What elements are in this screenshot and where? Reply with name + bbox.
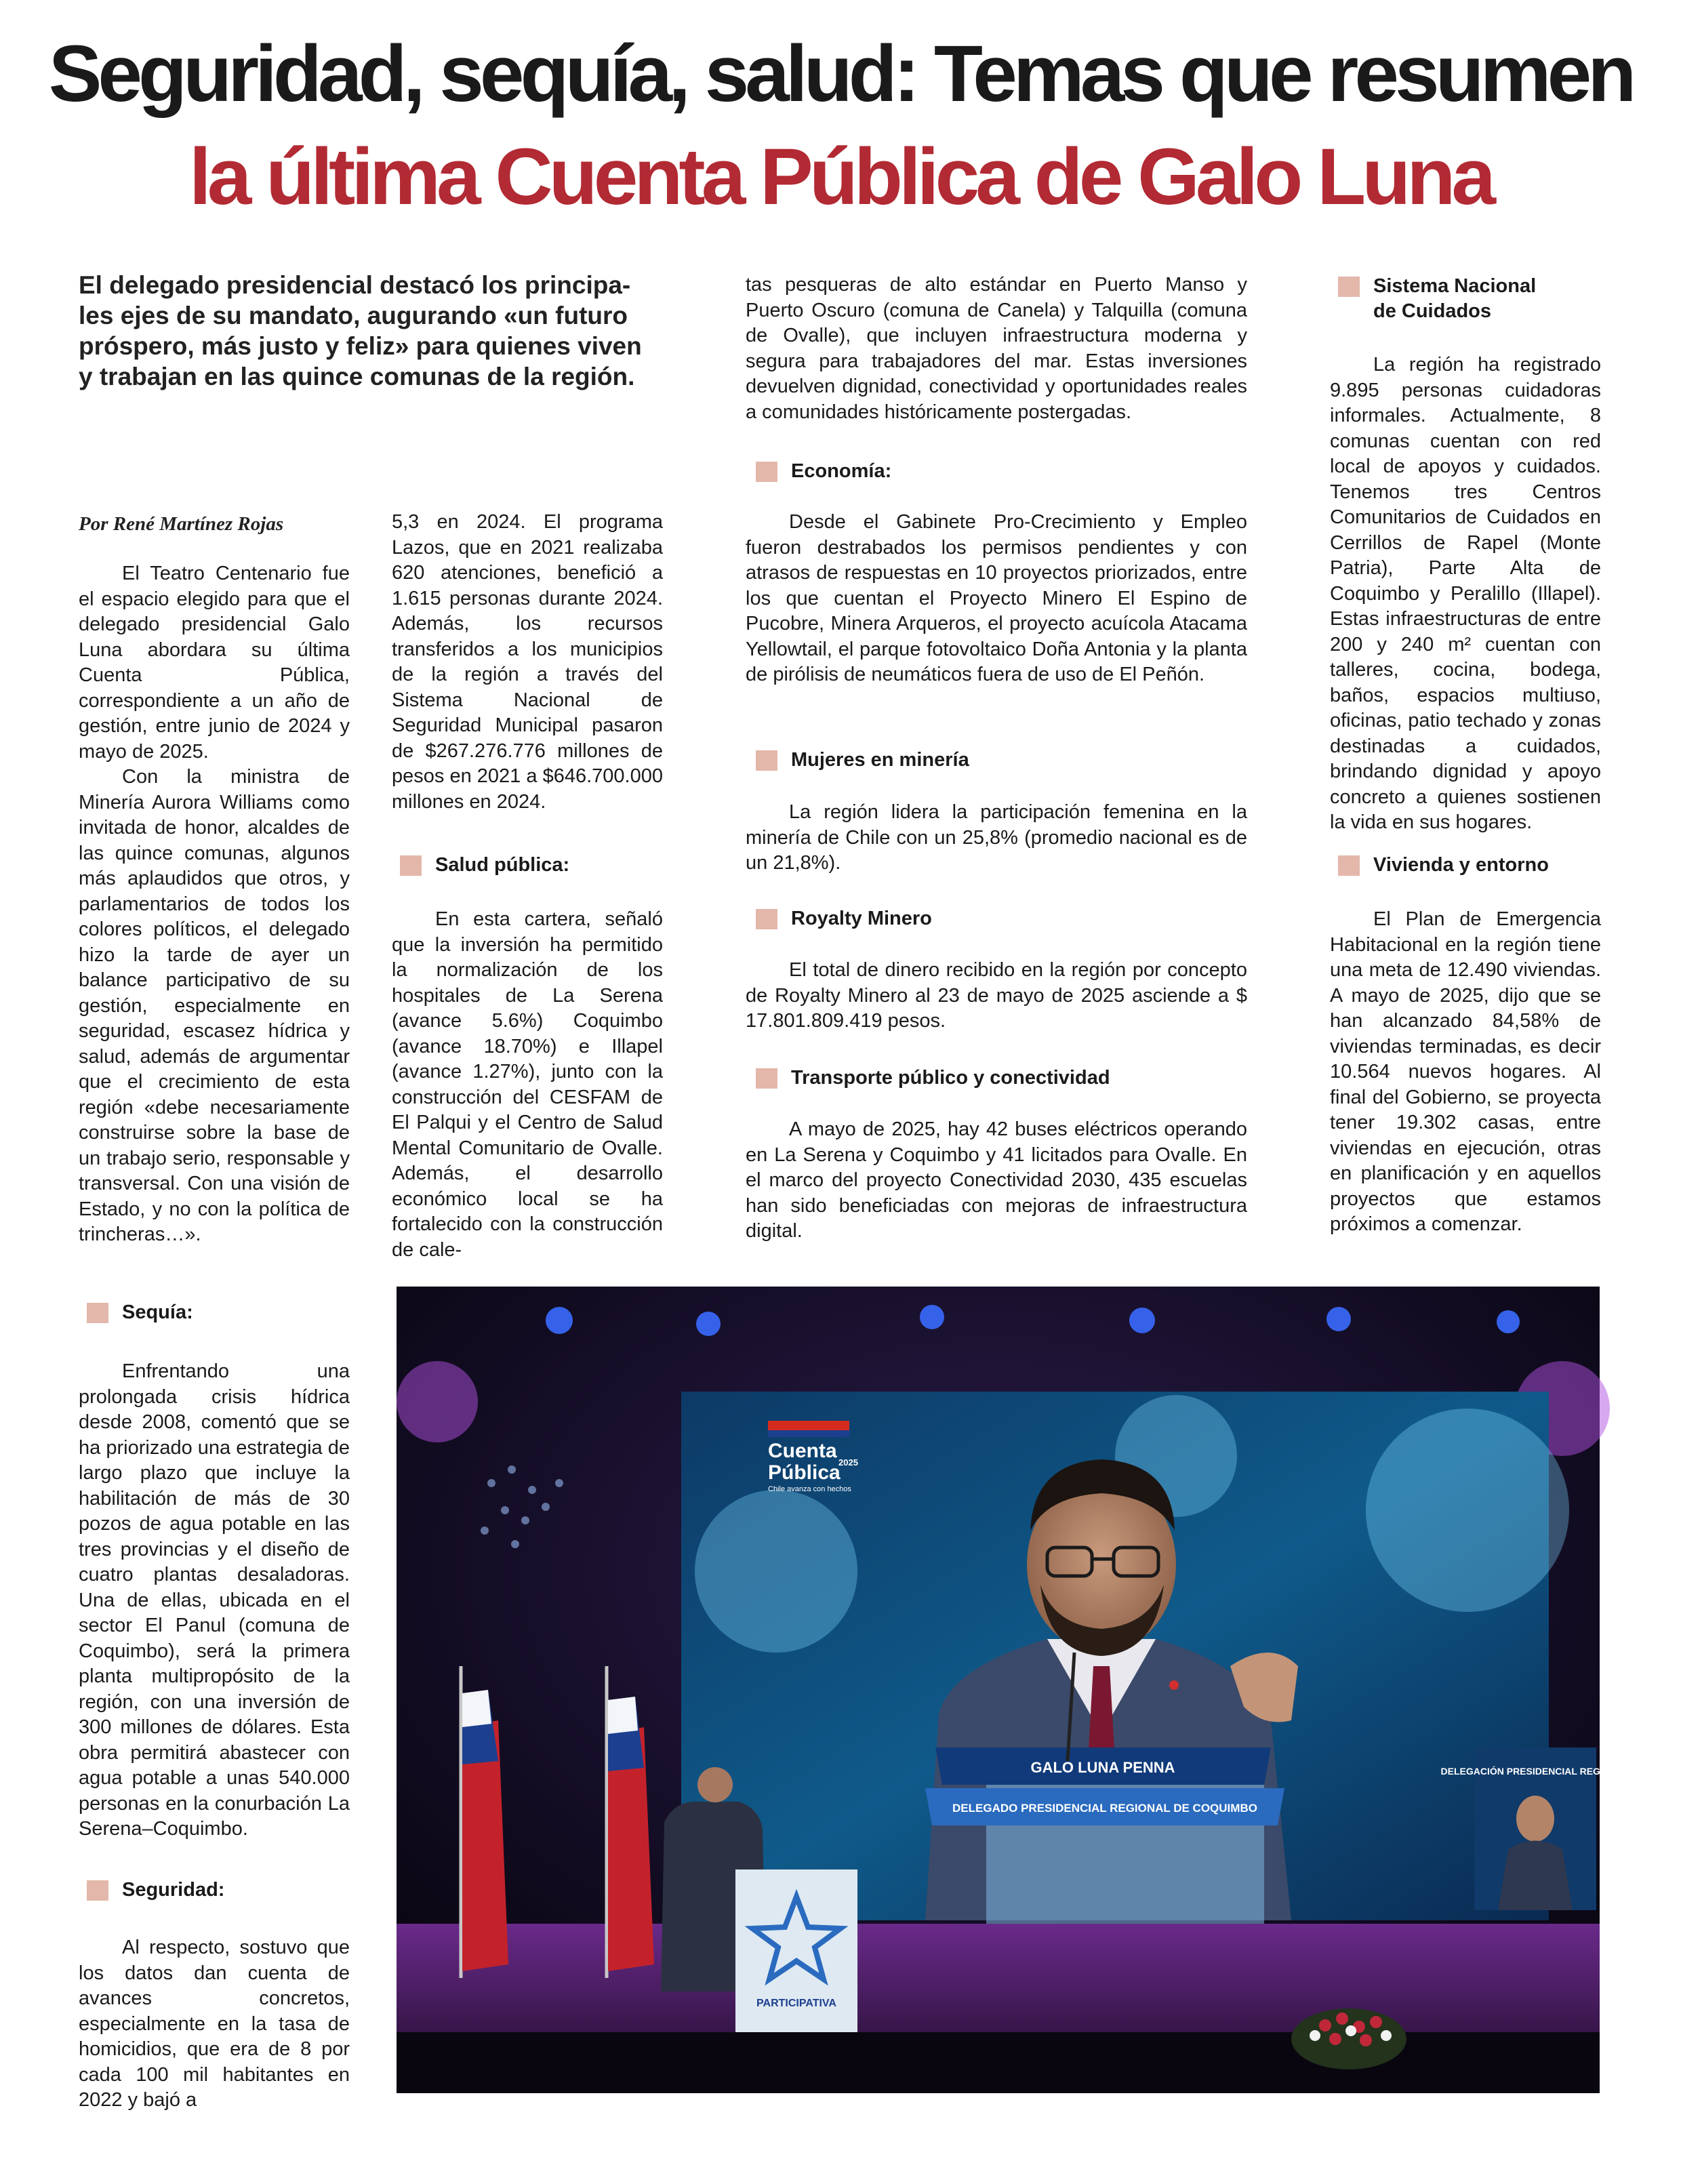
section-heading-vivienda: Vivienda y entorno — [1338, 853, 1549, 878]
paragraph: En esta cartera, señaló que la inversión ha permitido la normalización de los hospitales de La Serena (avance 5.6%) Coquimbo (avance 18.70%) e Illapel (avance 1.27%), junto con la construcción del CESFAM de El Palqui y el Centro de Salud Mental Comunitario de Ovalle. Además, el desarrollo económico local se ha fortalecido con la construcción de cale- — [392, 908, 663, 1261]
paragraph: A mayo de 2025, hay 42 buses eléctricos operando en La Serena y Coquimbo y 41 licitados para Ovalle. En el marco del proyecto Conectividad 2030, 435 escuelas han sido beneficiadas con mejoras de infraestructura digital. — [746, 1118, 1247, 1242]
section-heading-transporte: Transporte público y conectividad — [756, 1066, 1110, 1091]
byline: Por René Martínez Rojas — [79, 513, 284, 535]
svg-text:2025: 2025 — [838, 1457, 858, 1468]
column-3-economia — [746, 510, 1247, 688]
section-heading-economia: Economía: — [756, 459, 891, 484]
section-square-icon — [756, 750, 777, 771]
column-1-sequia — [79, 1359, 350, 1842]
section-square-icon — [756, 909, 777, 929]
section-square-icon — [1338, 277, 1360, 297]
section-square-icon — [756, 1068, 777, 1089]
section-square-icon — [87, 1880, 108, 1901]
paragraph: El Plan de Emergencia Habitacional en la región tiene una meta de 12.490 viviendas. A mayo de 2025, dijo que se han alcanzado 84,58% de viviendas terminadas, es decir 10.564 nuevos hogares. Al final del Gobierno, se proyecta tener 19.302 casas, entre viviendas en ejecución, otras en planificación y en aquellos proyectos que estamos próximos a comenzar. — [1330, 908, 1601, 1235]
section-square-icon — [87, 1303, 108, 1323]
stage-photo-illustration — [397, 1287, 1630, 2093]
column-2-salud — [392, 907, 663, 1263]
section-heading-royalty: Royalty Minero — [756, 906, 932, 931]
paragraph: Con la ministra de Minería Aurora Williams como invitada de honor, alcaldes de las quince comunas, algunos más aplaudidos que otros, y parlamentarios de todos los colores políticos, el delegado hizo la tarde de ayer un balance participativo de su gestión, especialmente en seguridad, escasez hídrica y salud, además de argumentar que el crecimiento de esta región «debe necesariamente construirse sobre la base de un trabajo serio, responsable y transversal. Con una visión de Estado, y no con la política de trincheras…». — [79, 766, 350, 1245]
column-1-top — [79, 561, 350, 1248]
svg-text:Chile avanza con hechos: Chile avanza con hechos — [768, 1485, 851, 1493]
column-2-top — [392, 510, 663, 815]
section-square-icon — [756, 462, 777, 482]
column-1-seguridad — [79, 1935, 350, 2114]
event-photo — [397, 1287, 1630, 2093]
paragraph: La región ha registrado 9.895 personas cuidadoras informales. Actualmente, 8 comunas cuentan con red local de apoyos y cuidados. Tenemos tres Centros Comunitarios de Cuidados en Cerrillos de Rapel (Monte Patria), Parte Alta de Coquimbo y Peralillo (Illapel). Estas infraestructuras de entre 200 y 240 m² cuentan con talleres, cocina, bodega, baños, espacios multiuso, oficinas, patio techado y zonas destinadas a cuidados, brindando dignidad y apoyo concreto a quienes sostienen la vida en sus hogares. — [1330, 354, 1601, 833]
section-heading-sequia: Sequía: — [87, 1300, 193, 1325]
svg-text:Pública: Pública — [768, 1461, 840, 1484]
paragraph: Enfrentando una prolongada crisis hídrica desde 2008, comentó que se ha priorizado una estrategia de largo plazo que incluye la habilitación de más de 30 pozos de agua potable en las tres provincias y el diseño de cuatro plantas desaladoras. Una de ellas, ubicada en el sector El Panul (comuna de Coquimbo), será la primera planta multipropósito de la región, con una inversión de 300 millones de dólares. Esta obra permitirá abastecer con agua potable a unas 540.000 personas en la conurbación La Serena–Coquimbo. — [79, 1360, 350, 1840]
flower-arrangement — [1291, 2008, 1406, 2069]
paragraph: 5,3 en 2024. El programa Lazos, que en 2021 realizaba 620 atenciones, benefició a 1.615 personas durante 2024. Además, los recursos transferidos a los municipios de la región a través del Sistema Nacional de Seguridad Municipal pasaron de $267.276.776 millones de pesos en 2021 a $646.700.000 millones en 2024. — [392, 511, 663, 813]
section-heading-seguridad: Seguridad: — [87, 1878, 224, 1903]
column-4-cuidados — [1330, 352, 1601, 836]
section-square-icon — [1338, 855, 1360, 876]
column-4-vivienda — [1330, 907, 1601, 1238]
lead-paragraph: El delegado presidencial destacó los principa-les ejes de su mandato, augurando «un futuro próspero, más justo y feliz» para quienes viven y trabajan en las quince comunas de la región. — [79, 271, 642, 390]
section-heading-mujeres: Mujeres en minería — [756, 748, 969, 773]
lectern — [735, 1869, 857, 2032]
svg-text:Cuenta: Cuenta — [768, 1440, 837, 1462]
column-3-mujeres — [746, 800, 1247, 876]
svg-text:DELEGADO PRESIDENCIAL REGIONAL: DELEGADO PRESIDENCIAL REGIONAL DE COQUIMBO — [952, 1802, 1257, 1815]
column-3-top — [746, 272, 1247, 425]
column-3-royalty — [746, 958, 1247, 1034]
paragraph: Al respecto, sostuvo que los datos dan cuenta de avances concretos, especialmente en la tasa de homicidios, que era de 8 por cada 100 mil habitantes en 2022 y bajó a — [79, 1937, 350, 2111]
section-heading-cuidados: Sistema Nacional de Cuidados — [1338, 274, 1536, 324]
svg-text:PARTICIPATIVA: PARTICIPATIVA — [756, 1998, 836, 2009]
section-square-icon — [400, 855, 422, 876]
section-heading-salud: Salud pública: — [400, 853, 569, 878]
headline-line-1: Seguridad, sequía, salud: Temas que resumen — [48, 29, 1633, 119]
column-3-transporte — [746, 1117, 1247, 1245]
paragraph: El total de dinero recibido en la región por concepto de Royalty Minero al 23 de mayo de 2025 asciende a $ 17.801.809.419 pesos. — [746, 959, 1247, 1032]
svg-text:GALO LUNA PENNA: GALO LUNA PENNA — [1030, 1759, 1175, 1776]
paragraph: tas pesqueras de alto estándar en Puerto Manso y Puerto Oscuro (comuna de Canela) y Talquilla (comuna de Ovalle), que incluyen infraestructura moderna y segura para trabajadores del mar. Estas inversiones devuelven dignidad, conectividad y oportunidades reales a comunidades históricamente postergadas. — [746, 274, 1247, 423]
paragraph: Desde el Gabinete Pro-Crecimiento y Empleo fueron destrabados los permisos pendientes y con atrasos de respuestas en 10 proyectos priorizados, entre los que cuentan el Proyecto Minero El Espino de Pucobre, Minera Arqueros, el proyecto acuícola Atacama Yellowtail, el parque fotovoltaico Doña Antonia y la planta de pirólisis de neumáticos fuera de uso de El Peñón. — [746, 511, 1247, 685]
paragraph: La región lidera la participación femenina en la minería de Chile con un 25,8% (promedio nacional es de un 21,8%). — [746, 801, 1247, 874]
paragraph: El Teatro Centenario fue el espacio elegido para que el delegado presidencial Galo Luna abordara su última Cuenta Pública, correspondiente a un año de gestión, entre junio de 2024 y mayo de 2025. — [79, 563, 350, 763]
headline-line-2: la última Cuenta Pública de Galo Luna — [188, 132, 1493, 222]
svg-text:DELEGACIÓN PRESIDENCIAL REGION: DELEGACIÓN PRESIDENCIAL REGIONAL — [1440, 1766, 1630, 1777]
